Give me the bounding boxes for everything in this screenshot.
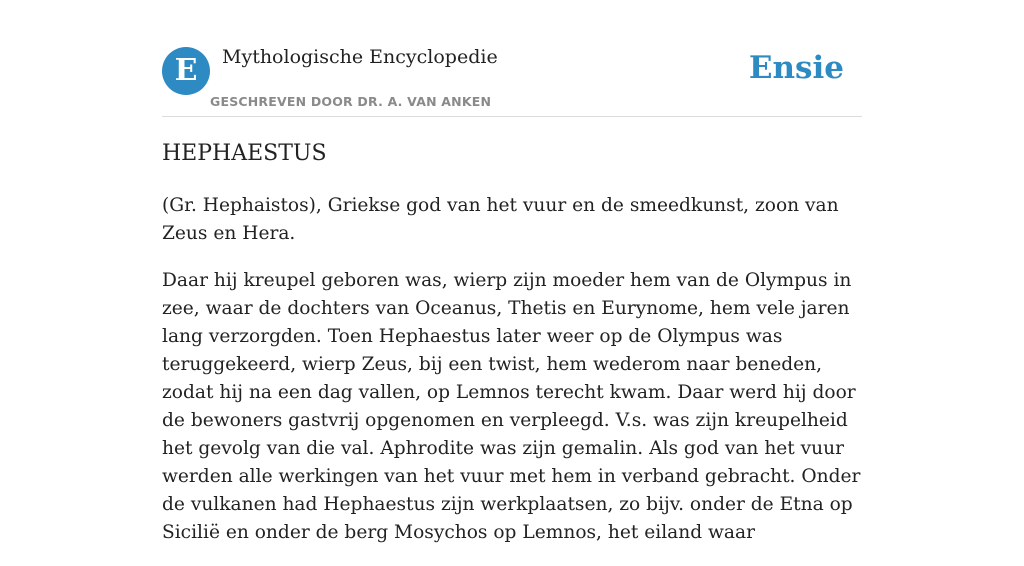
- article: [162, 138, 862, 566]
- article-paragraph: Daar hij kreupel geboren was, wierp zijn moeder hem van de Olympus in zee, waar de dochters van Oceanus, Thetis en Eurynome, hem vele jaren lang verzorgden. Toen Hephaestus later weer op de Olympus was teruggekeerd, wierp Zeus, bij een twist, hem wederom naar beneden, zodat hij na een dag vallen, op Lemnos terecht kwam. Daar werd hij door de bewoners gastvrij opgenomen en verpleegd. V.s. was zijn kreupelheid het gevolg van die val. Aphrodite was zijn gemalin. Als god van het vuur werden alle werkingen van het vuur met hem in verband gebracht. Onder de vulkanen had Hephaestus zijn werkplaatsen, zo bijv. onder de Etna op Sicilië en onder de berg Mosychos op Lemnos, het eiland waar: [162, 270, 861, 543]
- article-paragraph: (Gr. Hephaistos), Griekse god van het vuur en de smeedkunst, zoon van Zeus en Hera.: [162, 195, 839, 244]
- encyclopedia-logo-icon[interactable]: E: [162, 47, 210, 95]
- header: [162, 44, 862, 117]
- author-line: GESCHREVEN DOOR DR. A. VAN ANKEN: [210, 94, 492, 109]
- ensie-logo-link[interactable]: Ensie: [748, 50, 844, 86]
- entry-title: HEPHAESTUS: [162, 141, 327, 166]
- book-title-link[interactable]: Mythologische Encyclopedie: [222, 46, 498, 68]
